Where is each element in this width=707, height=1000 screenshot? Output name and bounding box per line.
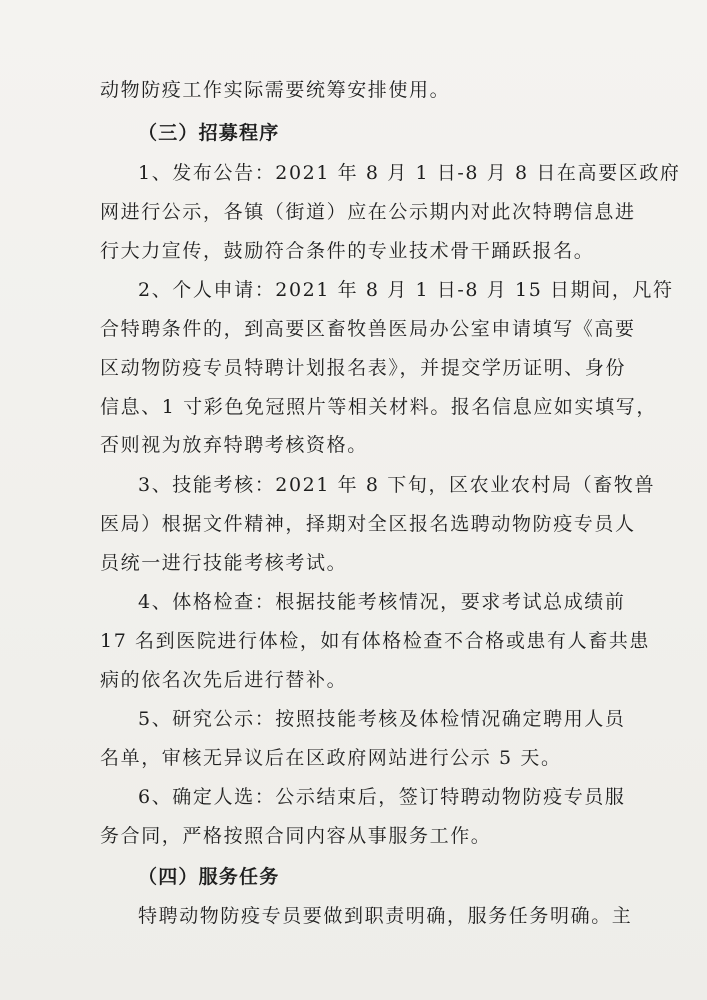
step-6-line-1: 6、确定人选：公示结束后，签订特聘动物防疫专员服 [138,786,626,808]
step-3-line-2: 医局）根据文件精神，择期对全区报名选聘动物防疫专员人 [100,513,636,535]
step-2-line-3: 区动物防疫专员特聘计划报名表》，并提交学历证明、身份 [100,357,627,379]
step-4-line-3: 病的依名次先后进行替补。 [100,669,348,691]
step-2-line-2: 合特聘条件的，到高要区畜牧兽医局办公室申请填写《高要 [100,318,636,340]
step-1-line-1: 1、发布公告：2021 年 8 月 1 日-8 月 8 日在高要区政府 [138,162,681,184]
step-4-line-2: 17 名到医院进行体检，如有体格检查不合格或患有人畜共患 [100,630,651,652]
step-1-line-3: 行大力宣传，鼓励符合条件的专业技术骨干踊跃报名。 [100,240,595,262]
text-line: 动物防疫工作实际需要统筹安排使用。 [100,79,451,101]
section-heading-3: （三）招募程序 [138,122,280,144]
step-4-line-1: 4、体格检查：根据技能考核情况，要求考试总成绩前 [138,591,626,613]
step-3-line-1: 3、技能考核：2021 年 8 下旬，区农业农村局（畜牧兽 [138,474,656,496]
step-3-line-3: 员统一进行技能考核考试。 [100,552,348,574]
step-6-line-2: 务合同，严格按照合同内容从事服务工作。 [100,825,492,847]
step-2-line-4: 信息、1 寸彩色免冠照片等相关材料。报名信息应如实填写， [100,396,657,418]
step-5-line-2: 名单，审核无异议后在区政府网站进行公示 5 天。 [100,747,562,769]
step-2-line-1: 2、个人申请：2021 年 8 月 1 日-8 月 15 日期间，凡符 [138,279,674,301]
step-2-line-5: 否则视为放弃特聘考核资格。 [100,434,368,456]
section-heading-4: （四）服务任务 [138,866,280,888]
text-line: 特聘动物防疫专员要做到职责明确，服务任务明确。主 [138,905,633,927]
step-1-line-2: 网进行公示，各镇（街道）应在公示期内对此次特聘信息进 [100,201,636,223]
step-5-line-1: 5、研究公示：按照技能考核及体检情况确定聘用人员 [138,708,626,730]
